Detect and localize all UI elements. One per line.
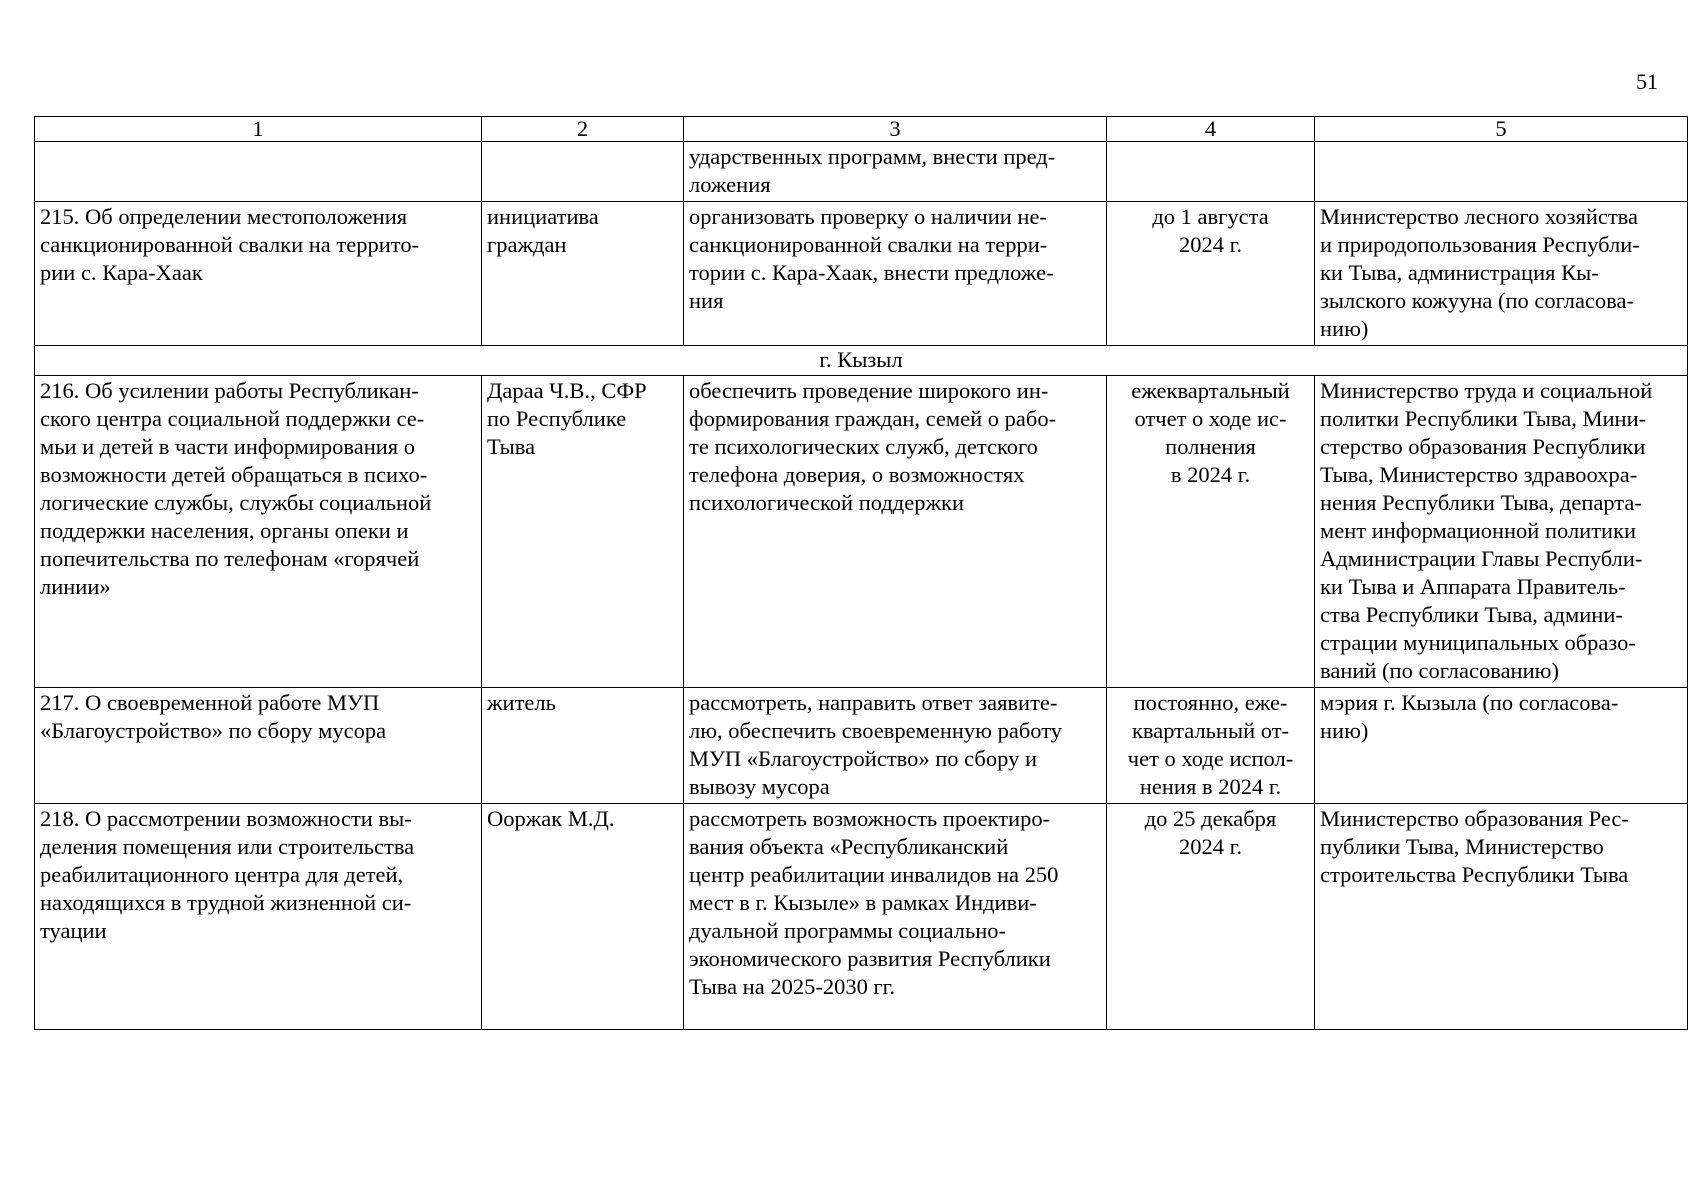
cell-issue: 218. О рассмотрении возможности вы- деления помещения или строительства реабилитационного центра для детей, находящихся в трудной жизненной си- туации (35, 804, 482, 1030)
assignments-table (34, 116, 1688, 1030)
table-row (35, 804, 1688, 1030)
section-title: г. Кызыл (35, 346, 1688, 376)
cell-source: Ооржак М.Д. (482, 804, 684, 1030)
cell-source: Дараа Ч.В., СФР по Республике Тыва (482, 376, 684, 688)
cell-issue: 215. Об определении местоположения санкционированной свалки на террито- рии с. Кара-Хаак (35, 202, 482, 346)
cell-responsible: Министерство труда и социальной политки Республики Тыва, Мини- стерство образования Республики Тыва, Министерство здравоохра- нения Республики Тыва, департа- мент информационной политики Администрации Главы Республи- ки Тыва и Аппарата Правитель- ства Республики Тыва, админи- страции муниципальных образо- ваний (по согласованию) (1315, 376, 1688, 688)
table-row (35, 202, 1688, 346)
page-number: 51 (1636, 69, 1658, 94)
header-col-3: 3 (684, 117, 1107, 142)
header-col-1: 1 (35, 117, 482, 142)
cell-issue: 216. Об усилении работы Республикан- ского центра социальной поддержки се- мьи и детей в части информирования о возможности детей обращаться в психо- логические службы, службы социальной поддержки населения, органы опеки и попечительства по телефонам «горячей линии» (35, 376, 482, 688)
cell-action: ударственных программ, внести пред- ложения (684, 142, 1107, 202)
section-row (35, 346, 1688, 376)
cell-deadline: ежеквартальный отчет о ходе ис- полнения в 2024 г. (1107, 376, 1315, 688)
table-row (35, 376, 1688, 688)
table-row-continuation (35, 142, 1688, 202)
cell-deadline: до 1 августа 2024 г. (1107, 202, 1315, 346)
cell-source: житель (482, 688, 684, 804)
cell-responsible: Министерство образования Рес- публики Тыва, Министерство строительства Республики Тыва (1315, 804, 1688, 1030)
cell-action: рассмотреть, направить ответ заявите- лю, обеспечить своевременную работу МУП «Благоустройство» по сбору и вывозу мусора (684, 688, 1107, 804)
cell-issue: 217. О своевременной работе МУП «Благоустройство» по сбору мусора (35, 688, 482, 804)
cell-source: инициатива граждан (482, 202, 684, 346)
cell-deadline: постоянно, еже- квартальный от- чет о ходе испол- нения в 2024 г. (1107, 688, 1315, 804)
header-col-2: 2 (482, 117, 684, 142)
cell-responsible: Министерство лесного хозяйства и природопользования Республи- ки Тыва, администрация Кы- зылского кожууна (по согласова- нию) (1315, 202, 1688, 346)
cell-action: обеспечить проведение широкого ин- формирования граждан, семей о рабо- те психологических служб, детского телефона доверия, о возможностях психологической поддержки (684, 376, 1107, 688)
header-col-5: 5 (1315, 117, 1688, 142)
cell-source (482, 142, 684, 202)
header-col-4: 4 (1107, 117, 1315, 142)
cell-responsible: мэрия г. Кызыла (по согласова- нию) (1315, 688, 1688, 804)
cell-deadline (1107, 142, 1315, 202)
cell-issue (35, 142, 482, 202)
cell-deadline: до 25 декабря 2024 г. (1107, 804, 1315, 1030)
cell-responsible (1315, 142, 1688, 202)
table-row (35, 688, 1688, 804)
header-row (35, 117, 1688, 142)
cell-action: рассмотреть возможность проектиро- вания объекта «Республиканский центр реабилитации инвалидов на 250 мест в г. Кызыле» в рамках Индиви- дуальной программы социально- экономического развития Республики Тыва на 2025-2030 гг. (684, 804, 1107, 1030)
cell-action: организовать проверку о наличии не- санкционированной свалки на терри- тории с. Кара-Хаак, внести предложе- ния (684, 202, 1107, 346)
